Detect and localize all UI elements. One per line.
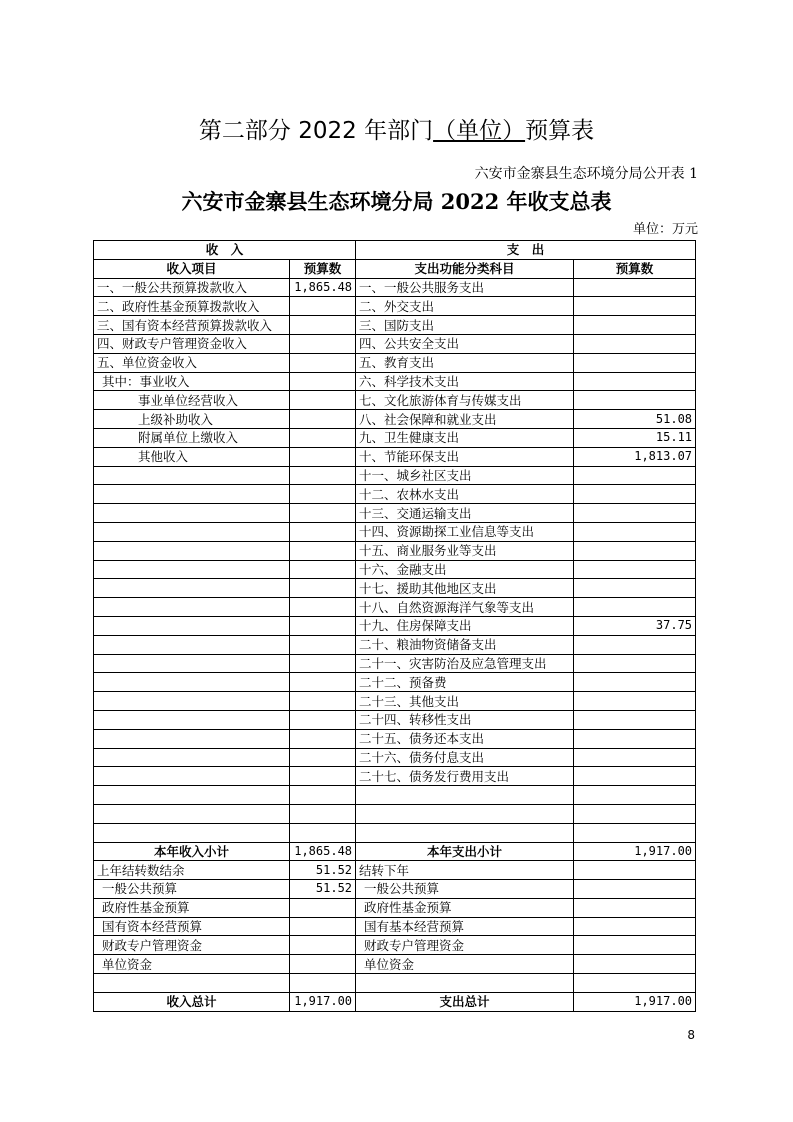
- carry-expense-amount: [574, 898, 696, 917]
- carry-row: [94, 936, 696, 955]
- income-amount-cell: [290, 466, 356, 485]
- carry-income-cell: 财政专户管理资金: [94, 936, 290, 955]
- income-item-cell: [94, 541, 290, 560]
- income-amount-cell: [290, 541, 356, 560]
- income-total-amount: 1,917.00: [290, 992, 356, 1011]
- income-item-cell: [94, 522, 290, 541]
- expense-item-cell: 十五、商业服务业等支出: [356, 541, 574, 560]
- expense-amount-cell: 1,813.07: [574, 447, 696, 466]
- table-row: [94, 786, 696, 805]
- table-row: [94, 541, 696, 560]
- income-amount-cell: [290, 504, 356, 523]
- expense-item-cell: 十、节能环保支出: [356, 447, 574, 466]
- table-row: [94, 447, 696, 466]
- table-row: [94, 673, 696, 692]
- income-amount-cell: [290, 334, 356, 353]
- income-amount-cell: [290, 767, 356, 786]
- income-item-cell: [94, 767, 290, 786]
- carry-row: [94, 917, 696, 936]
- carry-row: [94, 861, 696, 880]
- carry-income-amount: 51.52: [290, 861, 356, 880]
- expense-amount-cell: [574, 729, 696, 748]
- expense-amount-cell: [574, 654, 696, 673]
- expense-amount-cell: [574, 334, 696, 353]
- page-number: 8: [687, 1028, 695, 1042]
- income-subtotal-amount: 1,865.48: [290, 842, 356, 861]
- budget-table-body: [94, 241, 696, 1012]
- table-row: [94, 692, 696, 711]
- income-amount-cell: [290, 428, 356, 447]
- part-title-unit: （单位）: [433, 118, 526, 144]
- expense-total-label: 支出总计: [356, 992, 574, 1011]
- expense-item-cell: 二十、粮油物资储备支出: [356, 635, 574, 654]
- carry-expense-amount: [574, 880, 696, 899]
- expense-amount-cell: 51.08: [574, 410, 696, 429]
- table-row: [94, 353, 696, 372]
- table-row: [94, 823, 696, 842]
- carry-income-amount: [290, 955, 356, 974]
- expense-item-cell: 十六、金融支出: [356, 560, 574, 579]
- table-row: [94, 748, 696, 767]
- income-amount-cell: [290, 729, 356, 748]
- subtotal-row: [94, 842, 696, 861]
- table-row: [94, 654, 696, 673]
- expense-amount-cell: [574, 786, 696, 805]
- publication-label: 六安市金寨县生态环境分局公开表 1: [474, 166, 698, 182]
- total-row: [94, 992, 696, 1011]
- income-item-cell: [94, 598, 290, 617]
- expense-item-cell: 九、卫生健康支出: [356, 428, 574, 447]
- expense-amount-cell: [574, 485, 696, 504]
- table-row: [94, 391, 696, 410]
- unit-label: 单位：万元: [632, 222, 698, 237]
- expense-amount-cell: [574, 598, 696, 617]
- table-row: [94, 635, 696, 654]
- income-amount-cell: [290, 297, 356, 316]
- income-amount-cell: [290, 692, 356, 711]
- expense-item-cell: [356, 823, 574, 842]
- income-amount-header: 预算数: [290, 259, 356, 278]
- income-amount-cell: [290, 410, 356, 429]
- expense-amount-cell: [574, 372, 696, 391]
- carry-income-cell: [94, 974, 290, 993]
- expense-amount-cell: [574, 673, 696, 692]
- expense-item-cell: [356, 786, 574, 805]
- income-amount-cell: [290, 616, 356, 635]
- expense-item-header: 支出功能分类科目: [356, 259, 574, 278]
- expense-amount-cell: 15.11: [574, 428, 696, 447]
- income-item-cell: 附属单位上缴收入: [94, 428, 290, 447]
- expense-amount-header: 预算数: [574, 259, 696, 278]
- expense-item-cell: [356, 804, 574, 823]
- expense-item-cell: 十七、援助其他地区支出: [356, 579, 574, 598]
- group-header-row: [94, 241, 696, 260]
- expense-item-cell: 四、公共安全支出: [356, 334, 574, 353]
- expense-amount-cell: 37.75: [574, 616, 696, 635]
- income-amount-cell: [290, 598, 356, 617]
- carry-income-amount: [290, 898, 356, 917]
- income-item-cell: [94, 504, 290, 523]
- carry-expense-amount: [574, 955, 696, 974]
- table-row: [94, 428, 696, 447]
- expense-item-cell: 五、教育支出: [356, 353, 574, 372]
- income-item-cell: [94, 692, 290, 711]
- carry-expense-cell: [356, 974, 574, 993]
- income-item-cell: [94, 485, 290, 504]
- expense-item-cell: 六、科学技术支出: [356, 372, 574, 391]
- table-row: [94, 410, 696, 429]
- column-header-row: [94, 259, 696, 278]
- expense-item-cell: 二十四、转移性支出: [356, 710, 574, 729]
- carry-expense-cell: 财政专户管理资金: [356, 936, 574, 955]
- carry-income-cell: 国有资本经营预算: [94, 917, 290, 936]
- expense-item-cell: 二十五、债务还本支出: [356, 729, 574, 748]
- income-item-cell: 五、单位资金收入: [94, 353, 290, 372]
- expense-amount-cell: [574, 522, 696, 541]
- expense-item-cell: 七、文化旅游体育与传媒支出: [356, 391, 574, 410]
- expense-item-cell: 二十三、其他支出: [356, 692, 574, 711]
- carry-expense-amount: [574, 917, 696, 936]
- expense-item-cell: 二十七、债务发行费用支出: [356, 767, 574, 786]
- carry-expense-cell: 单位资金: [356, 955, 574, 974]
- income-amount-cell: [290, 673, 356, 692]
- income-amount-cell: [290, 748, 356, 767]
- expense-item-cell: 八、社会保障和就业支出: [356, 410, 574, 429]
- table-row: [94, 297, 696, 316]
- carry-expense-amount: [574, 936, 696, 955]
- income-subtotal-label: 本年收入小计: [94, 842, 290, 861]
- income-amount-cell: [290, 579, 356, 598]
- income-amount-cell: 1,865.48: [290, 278, 356, 297]
- income-item-cell: [94, 729, 290, 748]
- income-item-cell: [94, 823, 290, 842]
- income-item-cell: 其中：事业收入: [94, 372, 290, 391]
- part-title-suffix: 预算表: [525, 118, 595, 144]
- carry-expense-cell: 一般公共预算: [356, 880, 574, 899]
- expense-amount-cell: [574, 804, 696, 823]
- expense-item-cell: 一、一般公共服务支出: [356, 278, 574, 297]
- budget-table: [93, 240, 696, 1012]
- expense-amount-cell: [574, 767, 696, 786]
- expense-item-cell: 十四、资源勘探工业信息等支出: [356, 522, 574, 541]
- expense-item-cell: 十九、住房保障支出: [356, 616, 574, 635]
- carry-income-amount: [290, 974, 356, 993]
- income-amount-cell: [290, 710, 356, 729]
- table-row: [94, 598, 696, 617]
- income-amount-cell: [290, 485, 356, 504]
- carry-income-cell: 上年结转数结余: [94, 861, 290, 880]
- carry-income-cell: 单位资金: [94, 955, 290, 974]
- income-amount-cell: [290, 447, 356, 466]
- income-item-cell: 其他收入: [94, 447, 290, 466]
- carry-income-amount: [290, 917, 356, 936]
- table-row: [94, 372, 696, 391]
- table-row: [94, 560, 696, 579]
- expense-amount-cell: [574, 710, 696, 729]
- income-amount-cell: [290, 560, 356, 579]
- carry-row: [94, 898, 696, 917]
- expense-amount-cell: [574, 635, 696, 654]
- table-row: [94, 579, 696, 598]
- income-item-cell: 四、财政专户管理资金收入: [94, 334, 290, 353]
- expense-subtotal-label: 本年支出小计: [356, 842, 574, 861]
- income-item-cell: [94, 579, 290, 598]
- expense-total-amount: 1,917.00: [574, 992, 696, 1011]
- income-item-cell: [94, 748, 290, 767]
- carry-income-amount: [290, 936, 356, 955]
- expense-item-cell: 十八、自然资源海洋气象等支出: [356, 598, 574, 617]
- expense-group-header: 支 出: [356, 241, 696, 260]
- expense-item-cell: 十二、农林水支出: [356, 485, 574, 504]
- expense-item-cell: 十一、城乡社区支出: [356, 466, 574, 485]
- income-item-cell: [94, 560, 290, 579]
- table-row: [94, 316, 696, 335]
- income-item-cell: 上级补助收入: [94, 410, 290, 429]
- expense-amount-cell: [574, 391, 696, 410]
- carry-income-cell: 一般公共预算: [94, 880, 290, 899]
- income-item-cell: [94, 635, 290, 654]
- carry-row: [94, 974, 696, 993]
- expense-amount-cell: [574, 278, 696, 297]
- income-item-cell: [94, 804, 290, 823]
- carry-expense-amount: [574, 861, 696, 880]
- expense-item-cell: 十三、交通运输支出: [356, 504, 574, 523]
- income-item-cell: [94, 786, 290, 805]
- income-item-cell: 二、政府性基金预算拨款收入: [94, 297, 290, 316]
- expense-amount-cell: [574, 579, 696, 598]
- income-amount-cell: [290, 316, 356, 335]
- carry-income-amount: 51.52: [290, 880, 356, 899]
- income-item-cell: [94, 710, 290, 729]
- income-item-cell: 三、国有资本经营预算拨款收入: [94, 316, 290, 335]
- income-item-cell: [94, 466, 290, 485]
- expense-amount-cell: [574, 353, 696, 372]
- income-item-cell: [94, 654, 290, 673]
- income-amount-cell: [290, 804, 356, 823]
- income-amount-cell: [290, 391, 356, 410]
- income-item-cell: 事业单位经营收入: [94, 391, 290, 410]
- income-item-cell: [94, 673, 290, 692]
- expense-amount-cell: [574, 504, 696, 523]
- carry-expense-cell: 政府性基金预算: [356, 898, 574, 917]
- part-title: [0, 112, 793, 145]
- income-item-header: 收入项目: [94, 259, 290, 278]
- income-total-label: 收入总计: [94, 992, 290, 1011]
- table-row: [94, 616, 696, 635]
- carry-expense-amount: [574, 974, 696, 993]
- table-row: [94, 466, 696, 485]
- income-amount-cell: [290, 353, 356, 372]
- income-item-cell: [94, 616, 290, 635]
- carry-expense-cell: 结转下年: [356, 861, 574, 880]
- expense-amount-cell: [574, 560, 696, 579]
- income-group-header: 收 入: [94, 241, 356, 260]
- income-amount-cell: [290, 635, 356, 654]
- expense-amount-cell: [574, 541, 696, 560]
- table-row: [94, 485, 696, 504]
- expense-item-cell: 三、国防支出: [356, 316, 574, 335]
- table-row: [94, 522, 696, 541]
- expense-amount-cell: [574, 297, 696, 316]
- carry-income-cell: 政府性基金预算: [94, 898, 290, 917]
- expense-item-cell: 二、外交支出: [356, 297, 574, 316]
- expense-amount-cell: [574, 823, 696, 842]
- expense-amount-cell: [574, 692, 696, 711]
- table-row: [94, 804, 696, 823]
- table-row: [94, 504, 696, 523]
- expense-amount-cell: [574, 316, 696, 335]
- expense-item-cell: 二十二、预备费: [356, 673, 574, 692]
- table-row: [94, 729, 696, 748]
- income-amount-cell: [290, 522, 356, 541]
- expense-item-cell: 二十六、债务付息支出: [356, 748, 574, 767]
- part-title-prefix: 第二部分 2022 年部门: [198, 118, 434, 144]
- income-amount-cell: [290, 786, 356, 805]
- income-amount-cell: [290, 372, 356, 391]
- expense-amount-cell: [574, 466, 696, 485]
- income-amount-cell: [290, 823, 356, 842]
- expense-amount-cell: [574, 748, 696, 767]
- table-title: 六安市金寨县生态环境分局 2022 年收支总表: [181, 189, 612, 214]
- carry-expense-cell: 国有基本经营预算: [356, 917, 574, 936]
- table-row: [94, 278, 696, 297]
- income-item-cell: 一、一般公共预算拨款收入: [94, 278, 290, 297]
- income-amount-cell: [290, 654, 356, 673]
- expense-item-cell: 二十一、灾害防治及应急管理支出: [356, 654, 574, 673]
- table-row: [94, 710, 696, 729]
- table-row: [94, 334, 696, 353]
- expense-subtotal-amount: 1,917.00: [574, 842, 696, 861]
- carry-row: [94, 880, 696, 899]
- table-row: [94, 767, 696, 786]
- carry-row: [94, 955, 696, 974]
